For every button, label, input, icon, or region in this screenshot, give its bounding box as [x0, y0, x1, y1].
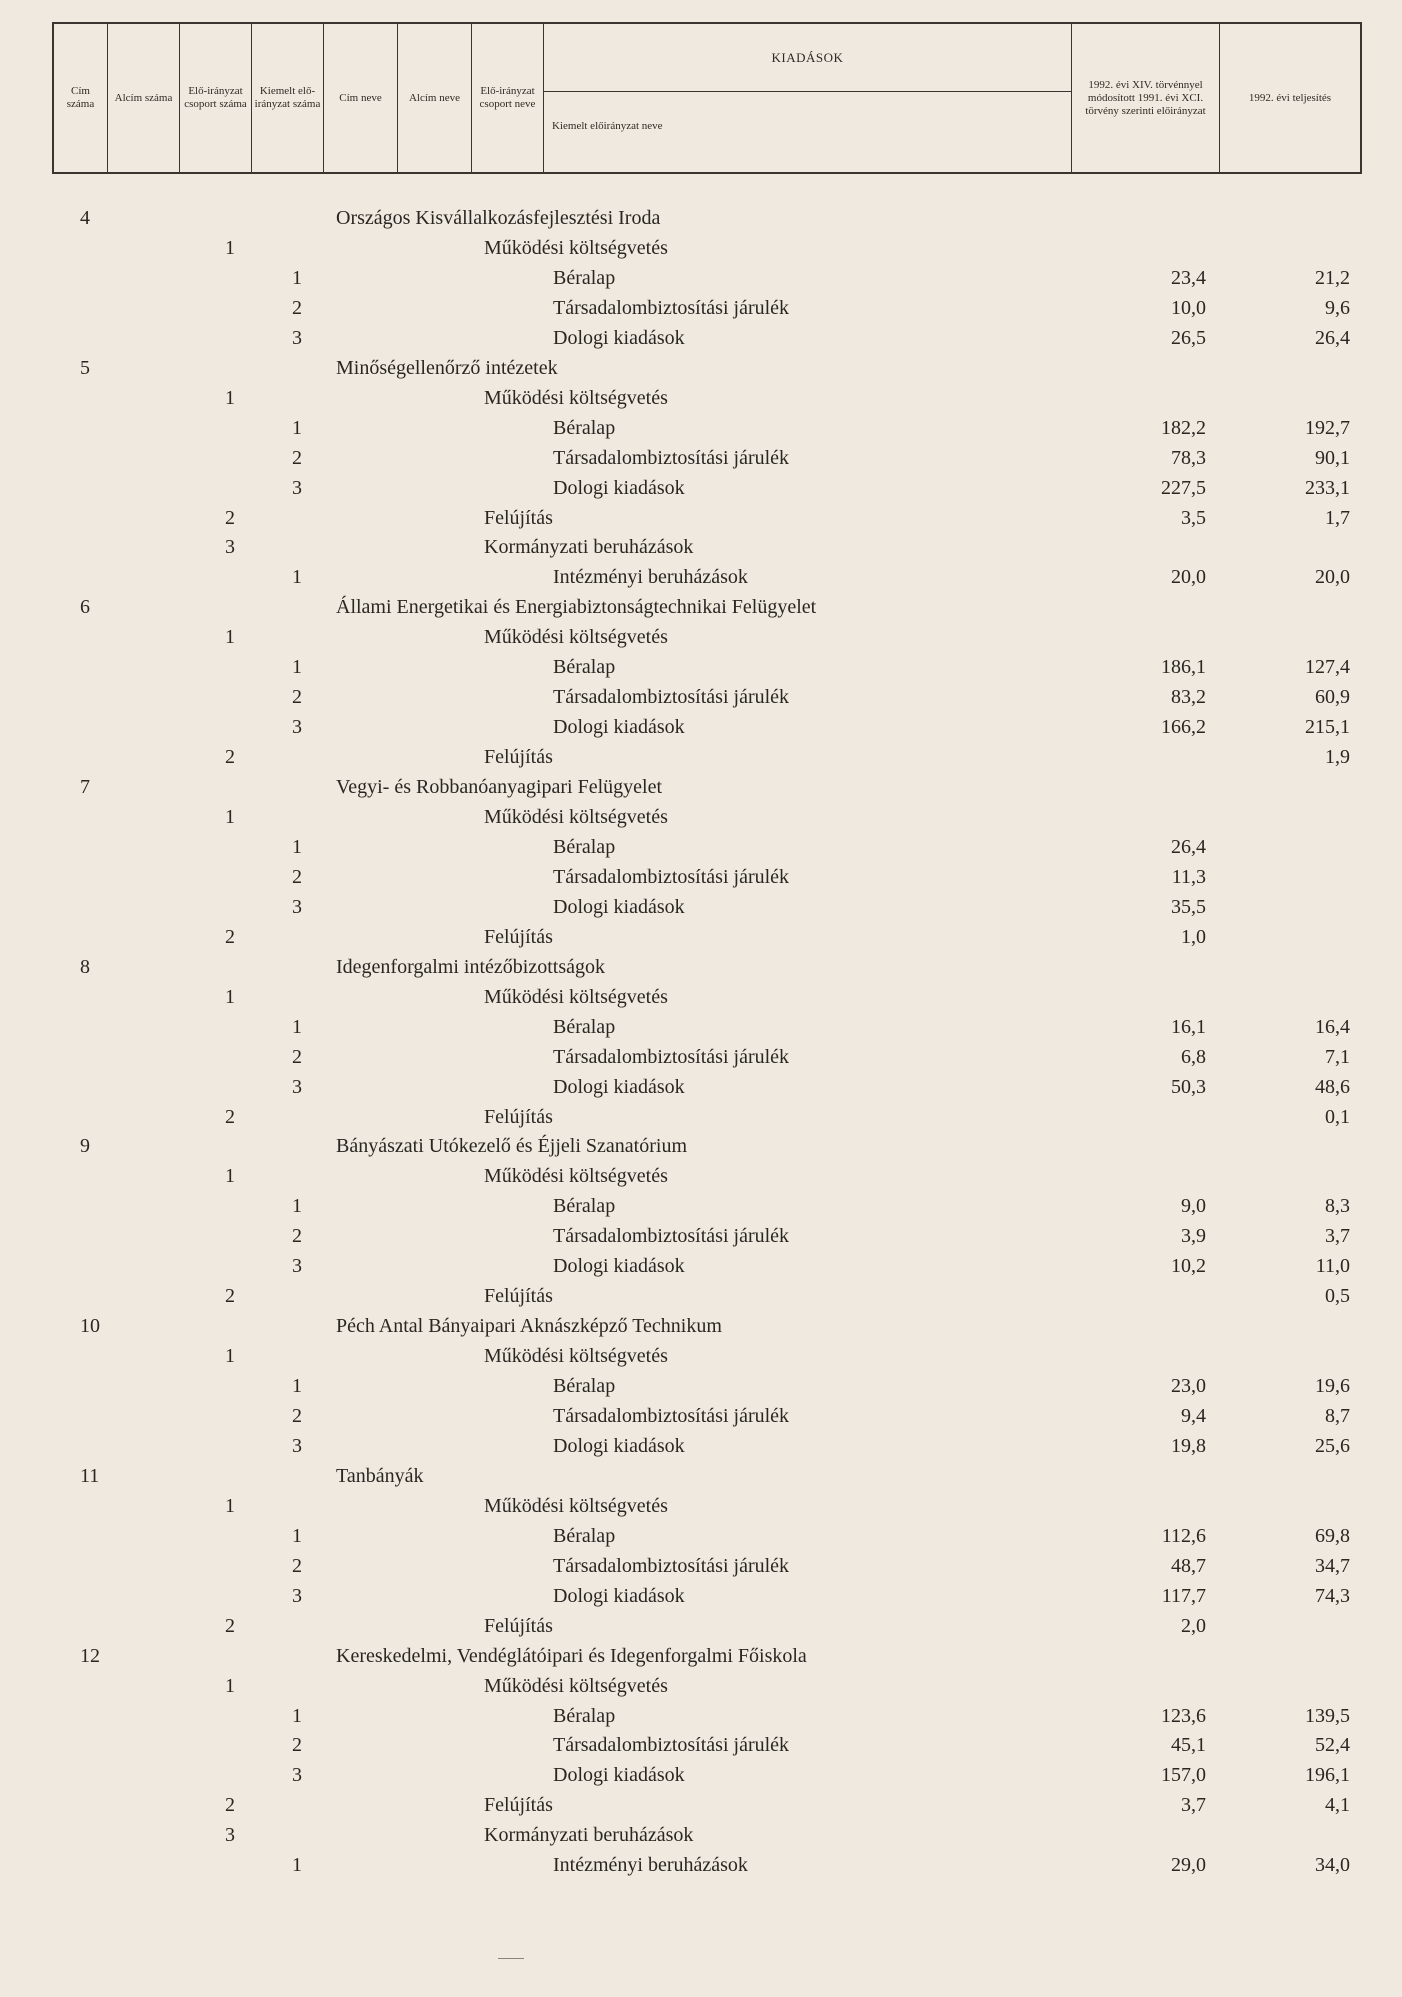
table-row	[0, 1790, 1402, 1820]
row-plan-value: 26,5	[1171, 326, 1206, 349]
row-teljesites-value: 8,3	[1325, 1195, 1350, 1218]
row-plan-value: 166,2	[1161, 716, 1206, 739]
row-teljesites-value: 60,9	[1315, 686, 1350, 709]
row-plan-value: 23,0	[1171, 1375, 1206, 1398]
row-teljesites-value: 11,0	[1315, 1255, 1350, 1278]
table-row	[0, 982, 1402, 1012]
row-cim-number: 5	[80, 356, 90, 379]
row-teljesites-value: 20,0	[1315, 566, 1350, 589]
row-teljesites-value: 3,7	[1325, 1225, 1350, 1248]
header-kiadasok: KIADÁSOK	[544, 24, 1071, 92]
row-teljesites-value: 74,3	[1315, 1584, 1350, 1607]
row-cim-name: Minőségellenőrző intézetek	[336, 356, 558, 379]
row-cim-name: Idegenforgalmi intézőbizottságok	[336, 955, 605, 978]
row-plan-value: 48,7	[1171, 1554, 1206, 1577]
row-kiemelt-name: Dologi kiadások	[553, 326, 685, 349]
row-kiemelt-number: 1	[292, 266, 302, 289]
row-cim-number: 6	[80, 596, 90, 619]
row-plan-value: 45,1	[1171, 1734, 1206, 1757]
row-kiemelt-number: 2	[292, 1554, 302, 1577]
table-row	[0, 592, 1402, 622]
header-cim-neve: Cím neve	[324, 24, 398, 172]
page-footer-dash	[498, 1958, 524, 1959]
row-plan-value: 9,4	[1181, 1405, 1206, 1427]
row-alcim-number: 1	[225, 626, 235, 649]
row-teljesites-value: 1,7	[1325, 506, 1350, 529]
row-kiemelt-number: 2	[292, 1734, 302, 1757]
table-row	[0, 1611, 1402, 1641]
table-row	[0, 532, 1402, 562]
row-teljesites-value: 127,4	[1305, 656, 1350, 679]
table-row	[0, 772, 1402, 802]
row-kiemelt-name: Béralap	[553, 1195, 616, 1218]
row-alcim-name: Felújítás	[484, 925, 553, 948]
table-row	[0, 1311, 1402, 1341]
table-row	[0, 622, 1402, 652]
table-row	[0, 1521, 1402, 1551]
table-row	[0, 1461, 1402, 1491]
row-kiemelt-number: 1	[292, 835, 302, 858]
row-alcim-name: Működési költségvetés	[484, 626, 668, 649]
table-row	[0, 413, 1402, 443]
row-alcim-name: Működési költségvetés	[484, 1494, 668, 1517]
row-alcim-name: Működési költségvetés	[484, 806, 668, 828]
row-teljesites-value: 0,1	[1325, 1105, 1350, 1128]
row-teljesites-value: 90,1	[1315, 446, 1350, 469]
table-row	[0, 1701, 1402, 1731]
table-row	[0, 323, 1402, 353]
row-kiemelt-name: Béralap	[553, 1524, 616, 1547]
row-alcim-name: Működési költségvetés	[484, 1165, 668, 1188]
row-kiemelt-name: Béralap	[553, 835, 616, 858]
row-plan-value: 123,6	[1161, 1704, 1206, 1727]
row-alcim-number: 2	[225, 1285, 235, 1308]
row-kiemelt-name: Társadalombiztosítási járulék	[553, 1734, 790, 1757]
row-alcim-name: Kormányzati beruházások	[484, 536, 694, 559]
row-teljesites-value: 192,7	[1305, 416, 1350, 439]
row-kiemelt-number: 2	[292, 1405, 302, 1427]
row-kiemelt-name: Társadalombiztosítási járulék	[553, 296, 790, 319]
row-cim-number: 10	[80, 1315, 100, 1338]
table-row	[0, 1042, 1402, 1072]
row-kiemelt-name: Dologi kiadások	[553, 895, 685, 918]
row-kiemelt-number: 1	[292, 1854, 302, 1877]
row-kiemelt-number: 2	[292, 446, 302, 469]
row-alcim-number: 2	[225, 1105, 235, 1128]
row-alcim-name: Felújítás	[484, 1105, 553, 1128]
table-row	[0, 682, 1402, 712]
row-kiemelt-name: Dologi kiadások	[553, 1584, 685, 1607]
header-plan-column: 1992. évi XIV. törvénnyel módosított 1991. évi XCI. törvény szerinti előirányzat	[1072, 24, 1220, 172]
row-kiemelt-name: Béralap	[553, 266, 616, 289]
row-plan-value: 227,5	[1161, 476, 1206, 499]
table-row	[0, 1012, 1402, 1042]
table-row	[0, 712, 1402, 742]
row-kiemelt-name: Dologi kiadások	[553, 1764, 685, 1787]
row-teljesites-value: 0,5	[1325, 1285, 1350, 1308]
row-teljesites-value: 16,4	[1315, 1015, 1350, 1038]
table-row	[0, 1641, 1402, 1671]
table-row	[0, 443, 1402, 473]
table-row	[0, 1581, 1402, 1611]
table-row	[0, 1491, 1402, 1521]
row-plan-value: 29,0	[1171, 1854, 1206, 1877]
table-row	[0, 562, 1402, 592]
row-cim-name: Országos Kisvállalkozásfejlesztési Iroda	[336, 207, 661, 229]
row-alcim-name: Felújítás	[484, 1285, 553, 1308]
row-kiemelt-number: 2	[292, 296, 302, 319]
table-row	[0, 203, 1402, 233]
row-plan-value: 10,0	[1171, 296, 1206, 319]
row-cim-number: 8	[80, 955, 90, 978]
row-teljesites-value: 233,1	[1305, 476, 1350, 499]
row-plan-value: 6,8	[1181, 1045, 1206, 1068]
row-alcim-number: 1	[225, 806, 235, 828]
row-kiemelt-name: Intézményi beruházások	[553, 566, 748, 589]
table-row	[0, 473, 1402, 503]
row-cim-name: Állami Energetikai és Energiabiztonságtechnikai Felügyelet	[336, 596, 817, 619]
row-teljesites-value: 25,6	[1315, 1434, 1350, 1457]
row-alcim-name: Felújítás	[484, 746, 553, 769]
table-row	[0, 1072, 1402, 1102]
row-cim-name: Péch Antal Bányaipari Aknászképző Technikum	[336, 1315, 722, 1338]
row-alcim-name: Működési költségvetés	[484, 1345, 668, 1368]
row-kiemelt-number: 3	[292, 895, 302, 918]
row-kiemelt-number: 3	[292, 1764, 302, 1787]
row-kiemelt-number: 2	[292, 686, 302, 709]
row-alcim-name: Működési költségvetés	[484, 985, 668, 1008]
row-alcim-number: 1	[225, 236, 235, 259]
row-alcim-name: Működési költségvetés	[484, 236, 668, 259]
row-kiemelt-name: Intézményi beruházások	[553, 1854, 748, 1877]
row-kiemelt-number: 1	[292, 1524, 302, 1547]
row-plan-value: 20,0	[1171, 566, 1206, 589]
row-alcim-number: 2	[225, 1794, 235, 1817]
table-row	[0, 862, 1402, 892]
table-row	[0, 1221, 1402, 1251]
row-plan-value: 11,3	[1171, 865, 1206, 888]
row-kiemelt-name: Társadalombiztosítási járulék	[553, 446, 790, 469]
row-teljesites-value: 52,4	[1315, 1734, 1350, 1757]
row-teljesites-value: 34,7	[1315, 1554, 1350, 1577]
table-row	[0, 1341, 1402, 1371]
row-teljesites-value: 21,2	[1315, 266, 1350, 289]
row-cim-name: Tanbányák	[336, 1464, 424, 1487]
row-kiemelt-number: 3	[292, 1075, 302, 1098]
row-alcim-number: 1	[225, 386, 235, 409]
row-plan-value: 19,8	[1171, 1434, 1206, 1457]
table-row	[0, 742, 1402, 772]
table-row	[0, 1850, 1402, 1880]
row-kiemelt-name: Béralap	[553, 1704, 616, 1727]
row-cim-number: 11	[80, 1464, 100, 1487]
row-plan-value: 3,5	[1181, 506, 1206, 529]
row-plan-value: 23,4	[1171, 266, 1206, 289]
row-teljesites-value: 48,6	[1315, 1075, 1350, 1098]
row-plan-value: 3,7	[1181, 1794, 1206, 1817]
row-plan-value: 186,1	[1161, 656, 1206, 679]
row-alcim-number: 3	[225, 1824, 235, 1847]
table-row	[0, 952, 1402, 982]
row-kiemelt-name: Béralap	[553, 656, 616, 679]
row-alcim-name: Felújítás	[484, 1614, 553, 1637]
row-kiemelt-number: 3	[292, 326, 302, 349]
row-plan-value: 182,2	[1161, 416, 1206, 439]
row-kiemelt-name: Béralap	[553, 1375, 616, 1398]
row-kiemelt-number: 3	[292, 1434, 302, 1457]
row-kiemelt-name: Dologi kiadások	[553, 1434, 685, 1457]
row-alcim-number: 3	[225, 536, 235, 559]
row-kiemelt-number: 1	[292, 1704, 302, 1727]
row-kiemelt-name: Béralap	[553, 1015, 616, 1038]
row-plan-value: 3,9	[1181, 1225, 1206, 1248]
row-alcim-number: 2	[225, 506, 235, 529]
table-row	[0, 832, 1402, 862]
row-plan-value: 78,3	[1171, 446, 1206, 469]
header-kiemelt-eloiranyzat-neve: Kiemelt előirányzat neve	[552, 120, 663, 132]
table-row	[0, 1251, 1402, 1281]
table-row	[0, 353, 1402, 383]
row-alcim-name: Felújítás	[484, 1794, 553, 1817]
row-kiemelt-name: Társadalombiztosítási járulék	[553, 686, 790, 709]
table-row	[0, 1431, 1402, 1461]
row-alcim-number: 2	[225, 746, 235, 769]
row-alcim-name: Felújítás	[484, 506, 553, 529]
table-row	[0, 1820, 1402, 1850]
row-kiemelt-number: 2	[292, 1045, 302, 1068]
row-teljesites-value: 8,7	[1325, 1405, 1350, 1427]
header-kiadasok-group	[544, 24, 1072, 172]
row-teljesites-value: 4,1	[1325, 1794, 1350, 1817]
table-row	[0, 1401, 1402, 1431]
table-row	[0, 1131, 1402, 1161]
row-kiemelt-number: 1	[292, 1375, 302, 1398]
header-eloiranyzat-csoport-szama: Elő-irányzat csoport száma	[180, 24, 252, 172]
table-row	[0, 1161, 1402, 1191]
row-alcim-number: 1	[225, 1674, 235, 1697]
row-teljesites-value: 34,0	[1315, 1854, 1350, 1877]
row-kiemelt-name: Társadalombiztosítási járulék	[553, 1225, 790, 1248]
row-teljesites-value: 26,4	[1315, 326, 1350, 349]
row-teljesites-value: 196,1	[1305, 1764, 1350, 1787]
row-kiemelt-number: 3	[292, 1584, 302, 1607]
row-teljesites-value: 19,6	[1315, 1375, 1350, 1398]
table-row	[0, 1102, 1402, 1132]
table-row	[0, 1281, 1402, 1311]
row-kiemelt-number: 1	[292, 566, 302, 589]
row-kiemelt-number: 3	[292, 476, 302, 499]
row-plan-value: 1,0	[1181, 925, 1206, 948]
row-kiemelt-number: 1	[292, 1195, 302, 1218]
table-header	[52, 22, 1362, 174]
row-alcim-number: 1	[225, 1494, 235, 1517]
row-plan-value: 50,3	[1171, 1075, 1206, 1098]
row-kiemelt-number: 1	[292, 1015, 302, 1038]
row-teljesites-value: 139,5	[1305, 1704, 1350, 1727]
row-plan-value: 35,5	[1171, 895, 1206, 918]
row-cim-number: 7	[80, 776, 90, 799]
row-kiemelt-name: Társadalombiztosítási járulék	[553, 1554, 790, 1577]
table-row	[0, 922, 1402, 952]
header-kiemelt-eloiranyzat-szama: Kiemelt elő-irányzat száma	[252, 24, 324, 172]
row-alcim-number: 2	[225, 1614, 235, 1637]
row-kiemelt-name: Dologi kiadások	[553, 716, 685, 739]
row-alcim-number: 1	[225, 985, 235, 1008]
row-plan-value: 83,2	[1171, 686, 1206, 709]
row-kiemelt-number: 3	[292, 716, 302, 739]
row-kiemelt-number: 2	[292, 1225, 302, 1248]
row-plan-value: 26,4	[1171, 835, 1206, 858]
row-alcim-number: 2	[225, 925, 235, 948]
row-plan-value: 112,6	[1161, 1524, 1206, 1547]
row-teljesites-value: 69,8	[1315, 1524, 1350, 1547]
table-row	[0, 1671, 1402, 1701]
row-cim-name: Bányászati Utókezelő és Éjjeli Szanatórium	[336, 1135, 687, 1158]
row-teljesites-value: 7,1	[1325, 1045, 1350, 1068]
table-row	[0, 892, 1402, 922]
row-kiemelt-name: Társadalombiztosítási járulék	[553, 1405, 790, 1427]
row-kiemelt-name: Dologi kiadások	[553, 476, 685, 499]
table-row	[0, 652, 1402, 682]
row-cim-number: 9	[80, 1135, 90, 1158]
row-cim-name: Kereskedelmi, Vendéglátóipari és Idegenforgalmi Főiskola	[336, 1644, 807, 1667]
header-alcim-szama: Alcím száma	[108, 24, 180, 172]
row-plan-value: 2,0	[1181, 1614, 1206, 1637]
row-teljesites-value: 9,6	[1325, 296, 1350, 319]
header-eloiranyzat-csoport-neve: Elő-irányzat csoport neve	[472, 24, 544, 172]
row-cim-number: 4	[80, 207, 90, 229]
row-kiemelt-name: Dologi kiadások	[553, 1075, 685, 1098]
row-kiemelt-name: Béralap	[553, 416, 616, 439]
row-teljesites-value: 215,1	[1305, 716, 1350, 739]
table-row	[0, 263, 1402, 293]
row-teljesites-value: 1,9	[1325, 746, 1350, 769]
row-alcim-number: 1	[225, 1345, 235, 1368]
table-row	[0, 503, 1402, 533]
row-kiemelt-name: Társadalombiztosítási járulék	[553, 865, 790, 888]
table-row	[0, 1730, 1402, 1760]
row-kiemelt-number: 1	[292, 416, 302, 439]
row-plan-value: 9,0	[1181, 1195, 1206, 1218]
row-kiemelt-name: Társadalombiztosítási járulék	[553, 1045, 790, 1068]
table-row	[0, 1760, 1402, 1790]
row-alcim-number: 1	[225, 1165, 235, 1188]
table-row	[0, 293, 1402, 323]
row-plan-value: 117,7	[1161, 1584, 1206, 1607]
table-row	[0, 233, 1402, 263]
table-row	[0, 1371, 1402, 1401]
table-row	[0, 802, 1402, 832]
row-plan-value: 157,0	[1161, 1764, 1206, 1787]
row-alcim-name: Működési költségvetés	[484, 1674, 668, 1697]
row-cim-name: Vegyi- és Robbanóanyagipari Felügyelet	[336, 776, 663, 799]
row-plan-value: 16,1	[1171, 1015, 1206, 1038]
row-kiemelt-number: 1	[292, 656, 302, 679]
row-alcim-name: Kormányzati beruházások	[484, 1824, 694, 1847]
row-plan-value: 10,2	[1171, 1255, 1206, 1278]
row-kiemelt-number: 3	[292, 1255, 302, 1278]
header-cim-szama: Cím száma	[54, 24, 108, 172]
row-alcim-name: Működési költségvetés	[484, 386, 668, 409]
row-kiemelt-number: 2	[292, 865, 302, 888]
header-alcim-neve: Alcím neve	[398, 24, 472, 172]
row-kiemelt-name: Dologi kiadások	[553, 1255, 685, 1278]
table-row	[0, 1551, 1402, 1581]
table-row	[0, 383, 1402, 413]
row-cim-number: 12	[80, 1644, 100, 1667]
table-row	[0, 1191, 1402, 1221]
header-teljesites-column: 1992. évi teljesítés	[1248, 91, 1332, 104]
